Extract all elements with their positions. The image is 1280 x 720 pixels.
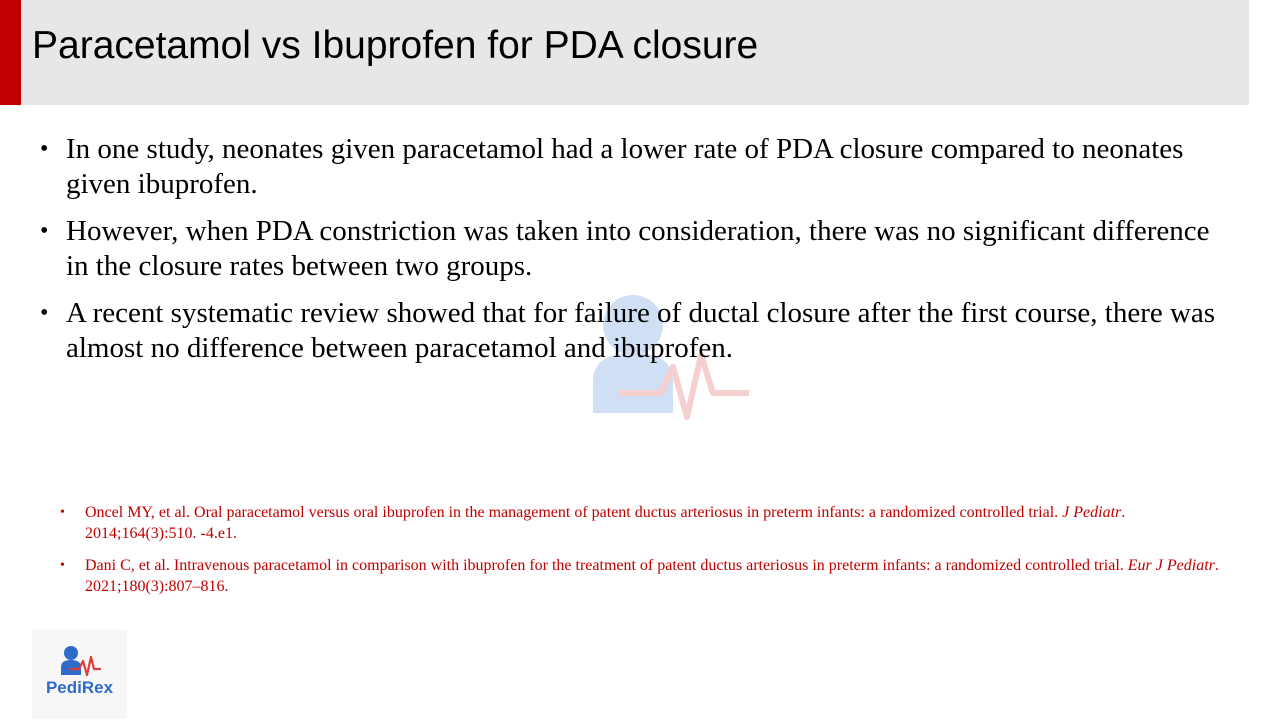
reference-item bbox=[60, 502, 1235, 544]
bullet-marker: • bbox=[40, 218, 49, 244]
bullet-marker: • bbox=[40, 136, 49, 162]
reference-bullet: • bbox=[60, 505, 65, 520]
bullet-item bbox=[40, 214, 1230, 284]
bullet-text: In one study, neonates given paracetamol had a lower rate of PDA closure compared to neonates given ibuprofen. bbox=[66, 133, 1184, 200]
reference-list bbox=[60, 502, 1235, 608]
pedirex-logo bbox=[32, 629, 127, 719]
reference-citation: . 2014;164(3):510. -4.e1. bbox=[85, 504, 1126, 542]
reference-text: Oncel MY, et al. Oral paracetamol versus oral ibuprofen in the management of patent ductus arteriosus in preterm infants: a randomized controlled trial. bbox=[85, 504, 1063, 521]
title-accent-strip bbox=[0, 0, 21, 105]
bullet-item bbox=[40, 132, 1230, 202]
reference-journal: J Pediatr bbox=[1062, 504, 1122, 521]
logo-text: PediRex bbox=[45, 678, 114, 697]
bullet-text: A recent systematic review showed that for failure of ductal closure after the first course, there was almost no difference between paracetamol and ibuprofen. bbox=[66, 297, 1216, 364]
reference-text: Dani C, et al. Intravenous paracetamol in comparison with ibuprofen for the treatment of patent ductus arteriosus in preterm infants: a randomized controlled trial. bbox=[85, 557, 1128, 574]
bullet-item bbox=[40, 296, 1230, 366]
pedirex-logo-icon bbox=[59, 645, 101, 677]
reference-citation: . 2021;180(3):807–816. bbox=[85, 557, 1219, 595]
reference-journal: Eur J Pediatr bbox=[1127, 557, 1215, 574]
reference-item bbox=[60, 555, 1235, 597]
slide-title: Paracetamol vs Ibuprofen for PDA closure bbox=[32, 24, 759, 67]
bullet-text: However, when PDA constriction was taken into consideration, there was no significant difference in the closure rates between two groups. bbox=[66, 215, 1210, 282]
reference-bullet: • bbox=[60, 558, 65, 573]
bullet-marker: • bbox=[40, 300, 49, 326]
bullet-list bbox=[40, 132, 1230, 378]
